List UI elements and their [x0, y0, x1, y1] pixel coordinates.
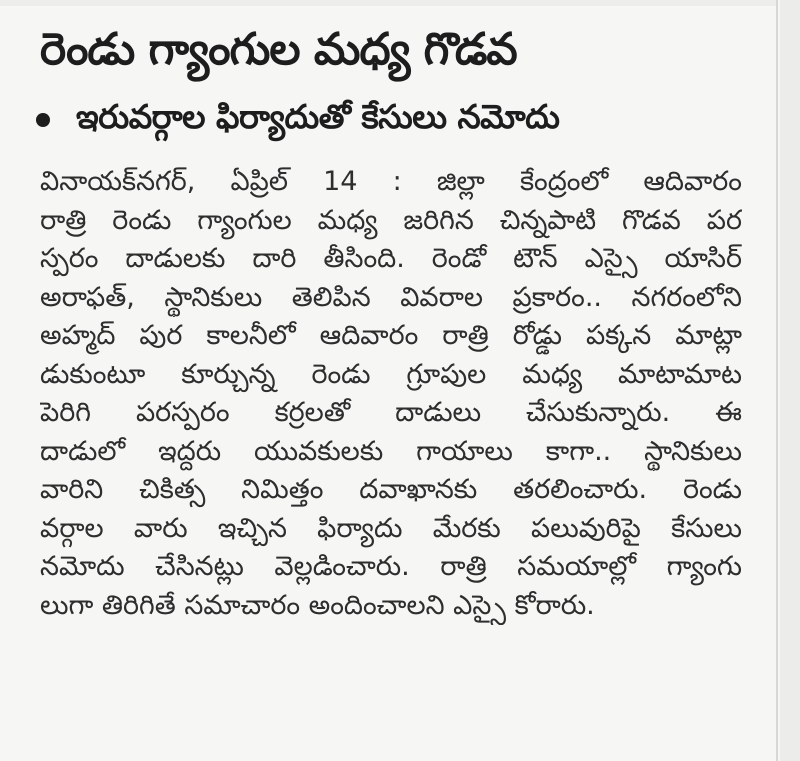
column-divider [776, 0, 778, 761]
body-line: డుకుంటూ కూర్చున్న రెండు గ్రూపుల మధ్య మాటామాట [40, 358, 742, 390]
bullet-icon [36, 113, 50, 127]
subheadline-text: ఇరువర్గాల ఫిర్యాదుతో కేసులు నమోదు [76, 96, 560, 136]
body-line: వారిని చికిత్స నిమిత్తం దవాఖానకు తరలించారు. రెండు [40, 474, 742, 505]
body-line: స్పరం దాడులకు దారి తీసింది. రెండో టౌన్ ఎస్సై యాసిర్ [40, 243, 742, 274]
body-line: నమోదు చేసినట్లు వెల్లడించారు. రాత్రి సమయాల్లో గ్యాంగు [40, 551, 742, 582]
article-headline: రెండు గ్యాంగుల మధ్య గొడవ [40, 24, 517, 75]
body-line: రాత్రి రెండు గ్యాంగుల మధ్య జరిగిన చిన్నపాటి గొడవ పర [40, 204, 742, 236]
top-edge [0, 0, 776, 6]
body-line: వినాయక్‌నగర్, ఏప్రిల్ 14 : జిల్లా కేంద్రంలో ఆదివారం [40, 166, 742, 197]
body-line: అహ్మద్ పుర కాలనీలో ఆదివారం రాత్రి రోడ్డు పక్కన మాట్లా [40, 320, 742, 351]
body-line: దాడులో ఇద్దరు యువకులకు గాయాలు కాగా.. స్థానికులు [40, 435, 742, 467]
body-line: పెరిగి పరస్పరం కర్రలతో దాడులు చేసుకున్నారు. ఈ [40, 397, 742, 428]
body-line: వర్గాల వారు ఇచ్చిన ఫిర్యాదు మేరకు పలువురిపై కేసులు [40, 512, 742, 544]
article-subheadline [36, 94, 559, 146]
adjacent-column-edge [780, 0, 800, 761]
article-body [40, 163, 742, 625]
body-line: అరాఫత్, స్థానికులు తెలిపిన వివరాల ప్రకారం.. నగరంలోని [40, 281, 742, 313]
body-line: లుగా తిరిగితే సమాచారం అందించాలని ఎస్సై కోరారు. [40, 589, 595, 621]
